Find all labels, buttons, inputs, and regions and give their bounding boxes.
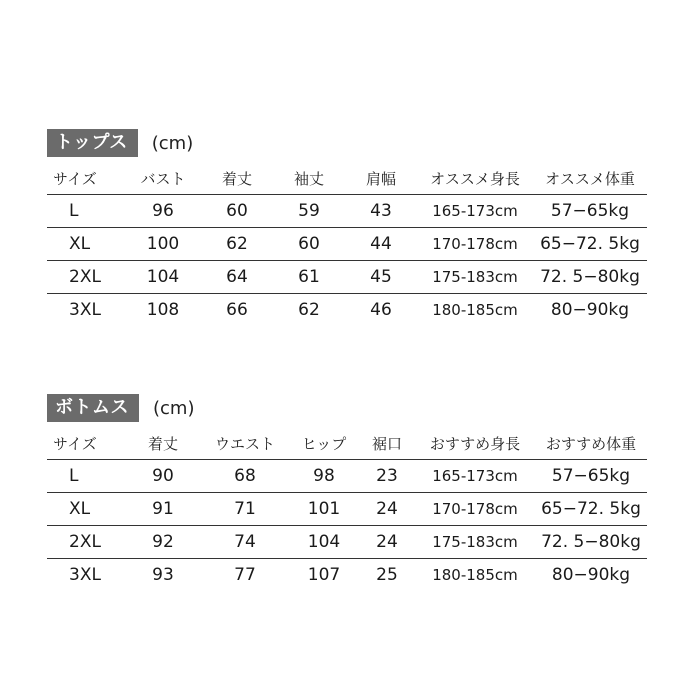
table-row [47,460,647,493]
bottoms-size-table [47,427,647,591]
value-cell: 77 [201,559,289,592]
weight-cell: 65−72. 5kg [533,228,647,261]
height-cell: 180-185cm [417,294,533,327]
value-cell: 59 [273,195,345,228]
table-row [47,228,647,261]
height-cell: 175-183cm [417,261,533,294]
table-header-row [47,427,647,460]
height-cell: 180-185cm [415,559,535,592]
value-cell: 93 [125,559,201,592]
value-cell: 44 [345,228,417,261]
header-waist: ウエスト [214,434,275,453]
bottoms-unit-label: (cm) [153,397,195,419]
height-cell: 165-173cm [415,460,535,493]
value-cell: 46 [345,294,417,327]
value-cell: 108 [125,294,201,327]
header-bust: バスト [140,169,186,188]
weight-cell: 72. 5−80kg [535,526,647,559]
table-row [47,261,647,294]
value-cell: 43 [345,195,417,228]
weight-cell: 80−90kg [533,294,647,327]
table-row [47,493,647,526]
header-size: サイズ [53,434,97,453]
header-recommended-height: オススメ身長 [430,169,520,188]
header-shoulder: 肩幅 [365,169,396,188]
value-cell: 91 [125,493,201,526]
table-row [47,294,647,327]
weight-cell: 57−65kg [535,460,647,493]
value-cell: 24 [359,526,415,559]
value-cell: 90 [125,460,201,493]
value-cell: 60 [273,228,345,261]
tops-title-badge: トップス [47,129,138,157]
value-cell: 64 [201,261,273,294]
table-header-row [47,162,647,195]
header-length: 着丈 [147,434,178,453]
bottoms-title-row [47,393,647,423]
value-cell: 61 [273,261,345,294]
value-cell: 62 [273,294,345,327]
table-row [47,559,647,592]
size-cell: 3XL [47,559,125,592]
tops-size-section [47,128,647,326]
value-cell: 96 [125,195,201,228]
size-cell: 3XL [47,294,125,327]
value-cell: 107 [289,559,359,592]
bottoms-size-section [47,393,647,591]
header-recommended-height: おすすめ身長 [429,434,521,453]
value-cell: 68 [201,460,289,493]
weight-cell: 80−90kg [535,559,647,592]
header-hip: ヒップ [301,434,347,453]
header-length: 着丈 [221,169,252,188]
value-cell: 62 [201,228,273,261]
header-recommended-weight: オススメ体重 [545,169,635,188]
weight-cell: 57−65kg [533,195,647,228]
size-cell: XL [47,493,125,526]
header-recommended-weight: おすすめ体重 [545,434,637,453]
tops-title-row [47,128,647,158]
tops-unit-label: (cm) [151,132,194,154]
bottoms-title-badge: ボトムス [47,394,139,422]
value-cell: 100 [125,228,201,261]
table-row [47,195,647,228]
value-cell: 71 [201,493,289,526]
size-cell: L [47,460,125,493]
height-cell: 175-183cm [415,526,535,559]
value-cell: 104 [125,261,201,294]
value-cell: 45 [345,261,417,294]
height-cell: 165-173cm [417,195,533,228]
value-cell: 60 [201,195,273,228]
height-cell: 170-178cm [415,493,535,526]
value-cell: 66 [201,294,273,327]
size-cell: L [47,195,125,228]
value-cell: 23 [359,460,415,493]
header-size: サイズ [53,169,97,188]
size-cell: 2XL [47,526,125,559]
value-cell: 24 [359,493,415,526]
value-cell: 92 [125,526,201,559]
value-cell: 101 [289,493,359,526]
size-cell: XL [47,228,125,261]
header-sleeve: 袖丈 [293,169,324,188]
table-row [47,526,647,559]
value-cell: 98 [289,460,359,493]
value-cell: 25 [359,559,415,592]
value-cell: 74 [201,526,289,559]
tops-size-table [47,162,647,326]
header-hem: 裾口 [371,434,402,453]
weight-cell: 72. 5−80kg [533,261,647,294]
height-cell: 170-178cm [417,228,533,261]
value-cell: 104 [289,526,359,559]
size-cell: 2XL [47,261,125,294]
weight-cell: 65−72. 5kg [535,493,647,526]
